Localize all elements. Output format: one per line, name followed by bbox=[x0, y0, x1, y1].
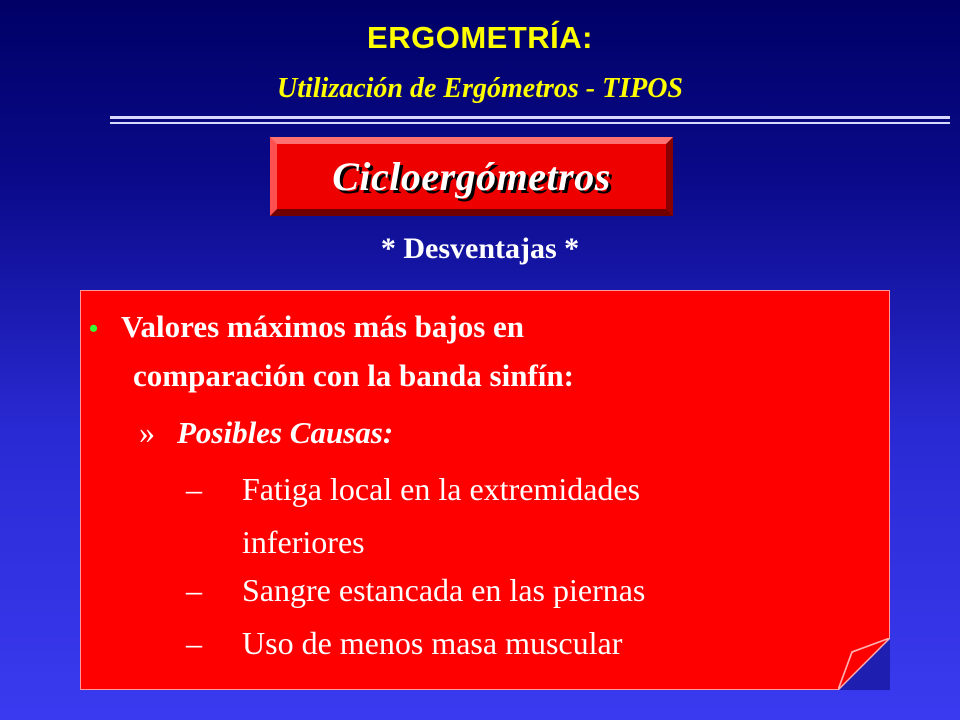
heading-box bbox=[270, 137, 673, 216]
cause-text: Sangre estancada en las piernas bbox=[242, 572, 646, 608]
bullet-item bbox=[89, 309, 524, 345]
section-label: * Desventajas * bbox=[380, 232, 580, 265]
cause-continuation: inferiores bbox=[242, 524, 365, 560]
chevron-marker-icon: » bbox=[139, 414, 155, 450]
bullet-continuation: comparación con la banda sinfín: bbox=[133, 358, 574, 393]
sub-heading-label: Posibles Causas: bbox=[177, 415, 394, 450]
cause-text: Fatiga local en la extremidades bbox=[242, 471, 641, 507]
dash-marker: – bbox=[186, 471, 202, 507]
title-divider-bottom bbox=[110, 122, 950, 124]
cause-item bbox=[186, 572, 645, 609]
heading-text: Cicloergómetros bbox=[332, 154, 611, 199]
cause-item bbox=[186, 625, 622, 662]
bullet-icon: • bbox=[89, 314, 99, 343]
dash-marker: – bbox=[186, 572, 202, 608]
slide-subtitle: Utilización de Ergómetros - TIPOS bbox=[276, 73, 683, 104]
slide-title: ERGOMETRÍA: bbox=[367, 20, 593, 55]
title-divider-top bbox=[110, 116, 950, 119]
dash-marker: – bbox=[186, 625, 202, 661]
cause-text: Uso de menos masa muscular bbox=[242, 625, 623, 661]
page-curl-corner bbox=[838, 638, 890, 690]
content-panel bbox=[80, 290, 890, 690]
bullet-text: Valores máximos más bajos en bbox=[121, 309, 525, 344]
sub-heading bbox=[139, 414, 393, 451]
cause-item bbox=[186, 471, 640, 508]
